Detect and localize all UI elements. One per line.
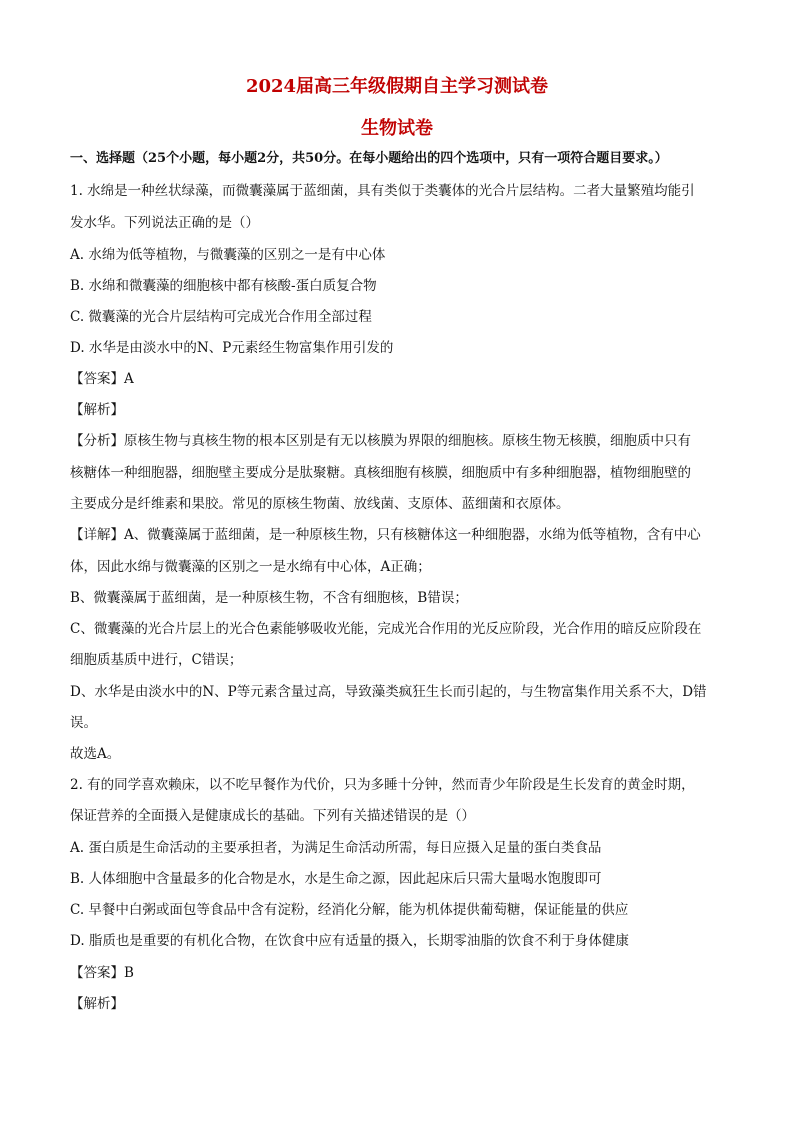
- q1-option-b: B. 水绵和微囊藻的细胞核中都有核酸-蛋白质复合物: [70, 278, 377, 294]
- q1-d-explanation-line1: D、水华是由淡水中的N、P等元素含量过高，导致藻类疯狂生长而引起的，与生物富集作用关系不大，D错: [70, 684, 707, 700]
- section-heading: 一、选择题（25个小题，每小题2分，共50分。在每小题给出的四个选项中，只有一项符合题目要求。）: [70, 151, 668, 166]
- q1-conclusion: 故选A。: [70, 746, 121, 762]
- q2-option-a: A. 蛋白质是生命活动的主要承担者，为满足生命活动所需，每日应摄入足量的蛋白类食品: [70, 840, 602, 856]
- exam-title: 2024届高三年级假期自主学习测试卷: [245, 76, 549, 97]
- q1-option-c: C. 微囊藻的光合片层结构可完成光合作用全部过程: [70, 309, 372, 325]
- q2-stem-line1: 2. 有的同学喜欢赖床，以不吃早餐作为代价，只为多睡十分钟，然而青少年阶段是生长发育的黄金时期，: [70, 777, 695, 793]
- q1-analysis-label: 【解析】: [70, 402, 124, 418]
- q1-d-explanation-line2: 误。: [70, 715, 97, 731]
- q1-b-explanation: B、微囊藻属于蓝细菌，是一种原核生物，不含有细胞核，B错误；: [70, 590, 468, 606]
- q1-fenxi-line3: 主要成分是纤维素和果胶。常见的原核生物菌、放线菌、支原体、蓝细菌和衣原体。: [70, 496, 570, 512]
- q1-option-d: D. 水华是由淡水中的N、P元素经生物富集作用引发的: [70, 340, 394, 356]
- q1-stem-line1: 1. 水绵是一种丝状绿藻，而微囊藻属于蓝细菌，具有类似于类囊体的光合片层结构。二者大量繁殖均能引: [70, 183, 695, 199]
- q2-option-b: B. 人体细胞中含量最多的化合物是水，水是生命之源，因此起床后只需大量喝水饱腹即可: [70, 871, 602, 887]
- q1-xiangjie-line2: 体，因此水绵与微囊藻的区别之一是水绵有中心体，A正确；: [70, 559, 431, 575]
- q2-option-d: D. 脂质也是重要的有机化合物，在饮食中应有适量的摄入，长期零油脂的饮食不利于身体健康: [70, 933, 629, 949]
- q1-xiangjie-line1: 【详解】A、微囊藻属于蓝细菌，是一种原核生物，只有核糖体这一种细胞器，水绵为低等植物，含有中心: [70, 527, 701, 543]
- q1-c-explanation-line2: 细胞质基质中进行，C错误；: [70, 652, 243, 668]
- q2-option-c: C. 早餐中白粥或面包等食品中含有淀粉，经消化分解，能为机体提供葡萄糖，保证能量的供应: [70, 902, 629, 918]
- q2-stem-line2: 保证营养的全面摄入是健康成长的基础。下列有关描述错误的是（）: [70, 808, 475, 824]
- q2-analysis-label: 【解析】: [70, 996, 124, 1012]
- q2-answer: 【答案】B: [70, 965, 134, 981]
- q1-stem-line2: 发水华。下列说法正确的是（）: [70, 215, 259, 231]
- q1-answer: 【答案】A: [70, 371, 134, 387]
- q1-c-explanation-line1: C、微囊藻的光合片层上的光合色素能够吸收光能，完成光合作用的光反应阶段，光合作用的暗反应阶段在: [70, 621, 702, 637]
- subject-title: 生物试卷: [361, 118, 433, 139]
- q1-option-a: A. 水绵为低等植物，与微囊藻的区别之一是有中心体: [70, 247, 386, 263]
- q1-fenxi-line2: 核糖体一种细胞器，细胞壁主要成分是肽聚糖。真核细胞有核膜，细胞质中有多种细胞器，植物细胞壁的: [70, 465, 691, 481]
- q1-fenxi-line1: 【分析】原核生物与真核生物的根本区别是有无以核膜为界限的细胞核。原核生物无核膜，细胞质中只有: [70, 433, 691, 449]
